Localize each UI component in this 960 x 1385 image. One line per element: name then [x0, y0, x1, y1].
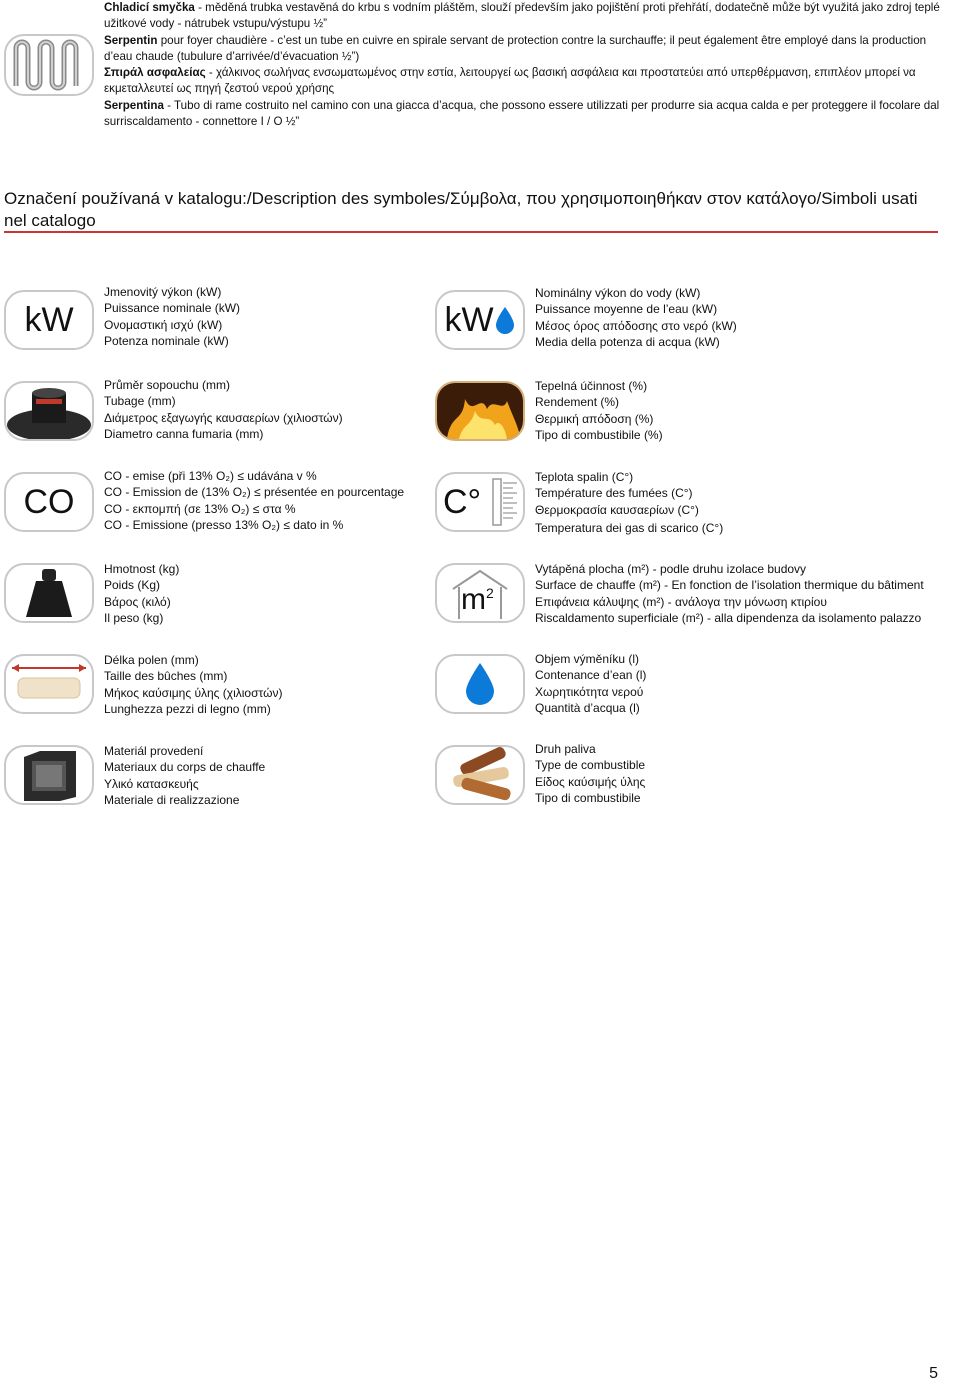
desc-nominal-power: Jmenovitý výkon (kW) Puissance nominale (kW) Ονομαστική ισχύ (kW) Potenza nominale (kW): [104, 285, 241, 348]
fireplace-insert-icon: [4, 745, 94, 805]
page-number: 5: [929, 1365, 938, 1382]
weight-icon: [4, 563, 94, 623]
flue-temperature-icon: C°: [435, 472, 525, 532]
flue-diameter-icon: [4, 381, 94, 441]
desc-heated-area: Vytápěná plocha (m²) - podle druhu izolace budovy Surface de chauffe (m²) - En fonction de l’isolation thermique du bâtiment Επιφάνεια κάλυψης (m²) - ανάλογα την μόνωση κτιρίου Riscaldamento superficiale (m²) - alla dipendenza da isolamento palazzo: [535, 562, 924, 625]
intro-fr: Serpentin pour foyer chaudière - c’est un tube en cuivre en spirale servant de protection contre la surchauffe; il peut également être employé dans la production d’eau chaude (tubulure d’arrivée/d’évacuation ½”): [104, 33, 927, 63]
kw-water-icon: kW: [435, 290, 525, 350]
log-length-icon: [4, 654, 94, 714]
heading-underline: [4, 231, 938, 233]
fire-icon: [435, 381, 525, 441]
intro-cz: Chladicí smyčka - měděná trubka vestavěná do krbu s vodním pláštěm, slouží především jako pojištění proti přehřátí, dodatečně může být využitá jako zdroj teplé užitkové vody - nátrubek vstupu/výstupu ½”: [104, 1, 940, 31]
desc-flue-diameter: Průměr sopouchu (mm) Tubage (mm) Διάμετρος εξαγωγής καυσαερίων (χιλιοστών) Diametro canna fumaria (mm): [104, 378, 343, 441]
intro-gr: Σπιράλ ασφαλείας - χάλκινος σωλήνας ενσωματωμένος στην εστία, λειτουργεί ως βασική ασφάλεια και προστατεύει από υπερθέρμανση, επιπλέον μπορεί να εκμεταλλευτεί ως πηγή ζεστού νερού χρήσης: [104, 66, 916, 96]
desc-water-power: Nominálny výkon do vody (kW) Puissance moyenne de l’eau (kW) Μέσος όρος απόδοσης στο νερό (kW) Media della potenza di acqua (kW): [535, 286, 737, 349]
symbols-heading: Označení používaná v katalogu:/Description des symboles/Σύμβολα, που χρησιμοποιηθήκαν στον κατάλογο/Simboli usati nel catalogo: [4, 189, 918, 230]
desc-log-length: Délka polen (mm) Taille des bûches (mm) Μήκος καύσιμης ύλης (χιλιοστών) Lunghezza pezzi di legno (mm): [104, 653, 283, 716]
water-drop-icon: [435, 654, 525, 714]
desc-efficiency: Tepelná účinnost (%) Rendement (%) Θερμική απόδοση (%) Tipo di combustibile (%): [535, 379, 663, 442]
kw-icon: kW: [4, 290, 94, 350]
desc-flue-temperature: Teplota spalin (C°) Température des fumées (C°) Θερμοκρασία καυσαερίων (C°) Temperatura dei gas di scarico (C°): [535, 470, 724, 535]
desc-fuel-type: Druh paliva Type de combustible Είδος καύσιμής ύλης Tipo di combustibile: [535, 742, 646, 805]
desc-water-volume: Objem výměníku (l) Contenance d’ean (l) Χωρητικότητα νερού Quantità d’acqua (l): [535, 652, 647, 715]
fuel-wood-icon: [435, 745, 525, 805]
desc-co-emission: CO - emise (při 13% O₂) ≤ udávána v % CO - Emission de (13% O₂) ≤ présentée en pourcentage CO - εκπομπή (σε 13% O₂) ≤ στα % CO - Emissione (presso 13% O₂) ≤ dato in %: [104, 469, 405, 532]
coil-icon: [4, 34, 94, 96]
desc-material: Materiál provedení Materiaux du corps de chauffe Υλικό κατασκευής Materiale di realizzazione: [104, 744, 266, 807]
intro-it: Serpentina - Tubo di rame costruito nel camino con una giacca d’acqua, che possono essere utilizzati per produrre sia acqua calda e per proteggere il focolare dal surriscaldamento - connettore I / O ½”: [104, 98, 940, 129]
co-icon: CO: [4, 472, 94, 532]
desc-weight: Hmotnost (kg) Poids (Kg) Βάρος (κιλό) Il peso (kg): [104, 562, 180, 625]
intro-text-block: [104, 0, 954, 130]
heated-area-icon: $m^2$: [435, 563, 525, 623]
